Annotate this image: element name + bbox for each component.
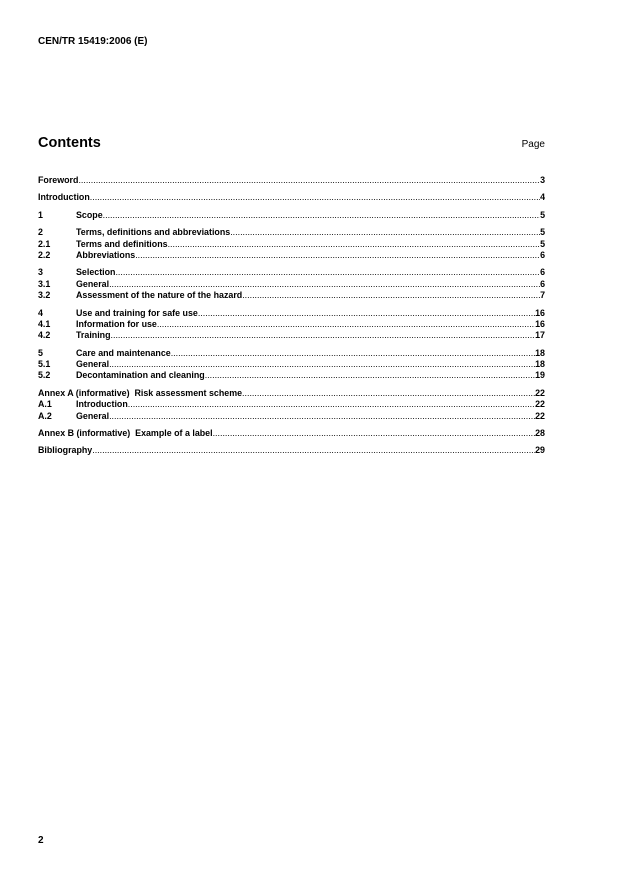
toc-entry[interactable] — [38, 428, 545, 439]
toc-entry-number: 5 — [38, 347, 43, 358]
toc-leader — [230, 227, 540, 238]
toc-entry[interactable] — [38, 308, 545, 319]
toc-entry[interactable] — [38, 175, 545, 186]
toc-entry-number: 2 — [38, 227, 43, 238]
toc-entry[interactable] — [38, 359, 545, 370]
toc-entry-title: Information for use — [76, 318, 157, 329]
toc-entry[interactable] — [38, 348, 545, 359]
toc-leader — [213, 428, 536, 439]
toc-entry-title: General — [76, 410, 110, 421]
toc-group — [38, 348, 545, 382]
toc-entry-page: 5 — [540, 227, 545, 238]
toc-entry-number: 4.1 — [38, 318, 51, 329]
toc-entry-page: 28 — [535, 428, 545, 439]
toc-leader — [171, 348, 535, 359]
toc-entry-title: Assessment of the nature of the hazard — [76, 290, 243, 301]
toc-entry-page: 6 — [540, 278, 545, 289]
toc-entry[interactable] — [38, 239, 545, 250]
toc-entry-page: 5 — [540, 238, 545, 249]
toc-entry-title: Training — [76, 330, 111, 341]
toc-entry-number: 2.1 — [38, 238, 51, 249]
toc-entry-number: A.1 — [38, 399, 52, 410]
toc-entry-number: 3.2 — [38, 290, 51, 301]
toc-group — [38, 227, 545, 261]
toc-entry-number: 3 — [38, 267, 43, 278]
toc-entry-page: 6 — [540, 249, 545, 260]
toc-entry[interactable] — [38, 210, 545, 221]
toc-entry-page: 22 — [535, 410, 545, 421]
toc-entry-title: Annex B (informative) Example of a label — [38, 428, 213, 439]
toc-leader — [92, 445, 535, 456]
toc-group — [38, 445, 545, 456]
toc-entry-number: 5.1 — [38, 359, 51, 370]
toc-entry-page: 22 — [535, 399, 545, 410]
toc-leader — [78, 175, 540, 186]
page-number: 2 — [38, 835, 44, 846]
toc-entry[interactable] — [38, 388, 545, 399]
page-title: Contents — [38, 135, 101, 151]
toc-entry-page: 16 — [535, 318, 545, 329]
toc-entry-page: 17 — [535, 330, 545, 341]
toc-leader — [109, 279, 540, 290]
toc-entry-number: 1 — [38, 209, 43, 220]
toc-leader — [168, 239, 541, 250]
toc-entry[interactable] — [38, 279, 545, 290]
toc-entry-page: 18 — [535, 347, 545, 358]
toc-leader — [242, 388, 535, 399]
toc-entry-title: Introduction — [76, 399, 128, 410]
toc-entry-title: Bibliography — [38, 445, 93, 456]
toc-entry-title: General — [76, 278, 110, 289]
toc-entry[interactable] — [38, 319, 545, 330]
toc-leader — [115, 267, 540, 278]
toc-group — [38, 210, 545, 221]
toc-entry-number: 4 — [38, 307, 43, 318]
toc-entry-page: 6 — [540, 267, 545, 278]
toc-leader — [198, 308, 535, 319]
toc-entry-number: 3.1 — [38, 278, 51, 289]
toc-group — [38, 388, 545, 422]
toc-leader — [109, 411, 535, 422]
toc-leader — [128, 399, 535, 410]
toc-group — [38, 175, 545, 186]
toc-entry-page: 19 — [535, 370, 545, 381]
toc-entry-title: Foreword — [38, 175, 79, 185]
toc-entry-page: 4 — [540, 192, 545, 203]
toc-entry-page: 22 — [535, 387, 545, 398]
document-id: CEN/TR 15419:2006 (E) — [38, 36, 148, 47]
toc-entry[interactable] — [38, 411, 545, 422]
toc-group — [38, 308, 545, 342]
toc-entry-page: 18 — [535, 359, 545, 370]
toc-entry[interactable] — [38, 330, 545, 341]
toc-entry[interactable] — [38, 250, 545, 261]
toc-group — [38, 267, 545, 301]
toc-leader — [109, 359, 535, 370]
toc-entry-number: 5.2 — [38, 370, 51, 381]
toc-entry[interactable] — [38, 445, 545, 456]
toc-entry[interactable] — [38, 399, 545, 410]
toc-entry-title: General — [76, 359, 110, 370]
toc-leader — [242, 290, 540, 301]
toc-group — [38, 192, 545, 203]
toc-leader — [111, 330, 536, 341]
toc-entry-title: Annex A (informative) Risk assessment scheme — [38, 387, 243, 398]
toc-entry[interactable] — [38, 227, 545, 238]
toc-entry-title: Decontamination and cleaning — [76, 370, 205, 381]
toc-leader — [157, 319, 535, 330]
toc-entry-title: Scope — [76, 209, 103, 220]
toc-entry-page: 5 — [540, 209, 545, 220]
toc-entry[interactable] — [38, 267, 545, 278]
toc-entry-page: 16 — [535, 307, 545, 318]
toc-entry-number: 2.2 — [38, 249, 51, 260]
toc-entry-number: A.2 — [38, 410, 52, 421]
toc-leader — [135, 250, 540, 261]
table-of-contents — [38, 175, 545, 463]
toc-entry-title: Introduction — [38, 192, 90, 203]
toc-entry-title: Use and training for safe use — [76, 307, 198, 318]
toc-entry-title: Care and maintenance — [76, 347, 171, 358]
toc-entry-title: Terms and definitions — [76, 238, 168, 249]
toc-entry-title: Abbreviations — [76, 249, 136, 260]
toc-entry-page: 3 — [540, 175, 545, 185]
toc-entry-title: Selection — [76, 267, 116, 278]
toc-entry-page: 29 — [535, 445, 545, 456]
toc-entry[interactable] — [38, 370, 545, 381]
toc-leader — [103, 210, 540, 221]
toc-leader — [205, 370, 535, 381]
toc-entry-title: Terms, definitions and abbreviations — [76, 227, 231, 238]
toc-leader — [90, 192, 540, 203]
page-column-label: Page — [521, 139, 545, 150]
toc-entry-number: 4.2 — [38, 330, 51, 341]
toc-entry[interactable] — [38, 290, 545, 301]
toc-entry[interactable] — [38, 192, 545, 203]
toc-group — [38, 428, 545, 439]
toc-entry-page: 7 — [540, 290, 545, 301]
